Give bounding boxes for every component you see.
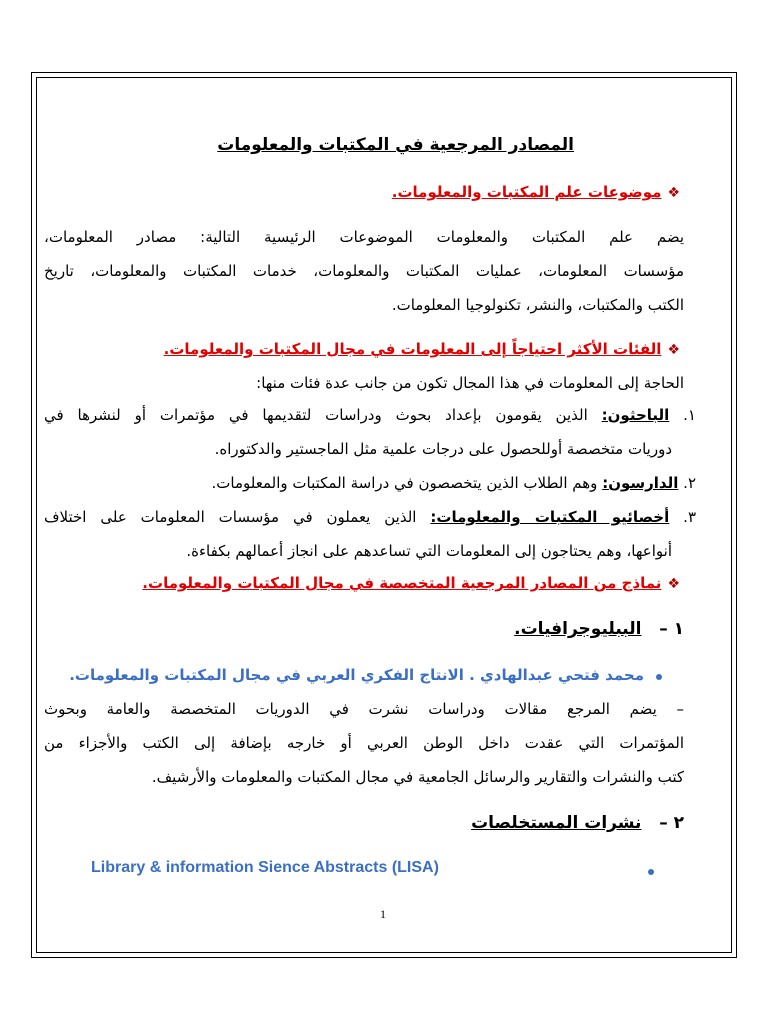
list-text: الذين يعملون في مؤسسات المعلومات على اختلاف [44,508,417,526]
diamond-bullet-icon: ❖ [667,342,680,358]
heading-topics-text: موضوعات علم المكتبات والمعلومات. [391,183,662,201]
diamond-bullet-icon: ❖ [667,576,680,592]
paragraph-line: – يضم المرجع مقالات ودراسات نشرت في الدوريات المتخصصة والعامة وبحوث [44,700,684,718]
bullet-dot-icon [648,869,654,875]
paragraph-line: يضم علم المكتبات والمعلومات الموضوعات الرئيسية التالية: مصادر المعلومات، [44,228,684,246]
heading-groups-text: الفئات الأكثر احتياجاً إلى المعلومات في مجال المكتبات والمعلومات. [163,340,662,358]
section-label: نشرات المستخلصات [471,813,642,833]
paragraph-line: مؤسسات المعلومات، عمليات المكتبات والمعلومات، خدمات المكتبات والمعلومات، تاريخ [44,262,684,280]
list-item [44,507,696,527]
section-number: ٢ – [659,813,684,833]
paragraph-line: المؤتمرات التي عقدت داخل الوطن العربي أو خارجه بإضافة إلى الكتب والأجزاء من [44,734,684,752]
list-number: ١. [683,406,696,424]
section-abstracts [471,813,684,833]
list-text: وهم الطلاب الذين يتخصصون في دراسة المكتبات والمعلومات. [211,474,598,492]
groups-intro: الحاجة إلى المعلومات في هذا المجال تكون من جانب عدة فئات منها: [256,374,684,392]
list-text: الذين يقومون بإعداد بحوث ودراسات لتقديمها في مؤتمرات أو لنشرها في [44,406,588,424]
list-term: أخصائيو المكتبات والمعلومات: [430,508,670,526]
list-item [212,473,696,493]
list-term: الباحثون: [601,406,670,424]
section-label: الببليوجرافيات. [514,619,642,639]
document-page [36,77,732,953]
reference-entry-latin: Library & information Sience Abstracts (LISA) [91,859,439,876]
heading-samples [142,573,680,594]
paragraph-line: الكتب والمكتبات، والنشر، تكنولوجيا المعلومات. [391,296,684,314]
list-number: ٢. [683,474,696,492]
list-term: الدارسون: [602,474,679,492]
paragraph-line: كتب والنشرات والتقارير والرسائل الجامعية في مجال المكتبات والمعلومات والأرشيف. [151,768,684,786]
page-number: 1 [380,907,386,921]
heading-topics [392,182,680,203]
list-number: ٣. [683,508,696,526]
page-title: المصادر المرجعية في المكتبات والمعلومات [217,135,574,155]
heading-groups [164,339,680,360]
diamond-bullet-icon: ❖ [667,185,680,201]
section-bibliographies [514,619,684,639]
list-item [44,405,696,425]
heading-samples-text: نماذج من المصادر المرجعية المتخصصة في مجال المكتبات والمعلومات. [142,574,662,592]
reference-entry: محمد فتحي عبدالهادي . الانتاج الفكري العربي في مجال المكتبات والمعلومات. [69,666,644,684]
bullet-dot-icon [656,674,662,680]
section-number: ١ – [659,619,684,639]
list-item-continuation: دوريات متخصصة أوللحصول على درجات علمية مثل الماجستير والدكتوراه. [214,440,672,458]
list-item-continuation: أنواعها، وهم يحتاجون إلى المعلومات التي تساعدهم على انجاز أعمالهم بكفاءة. [186,542,672,560]
